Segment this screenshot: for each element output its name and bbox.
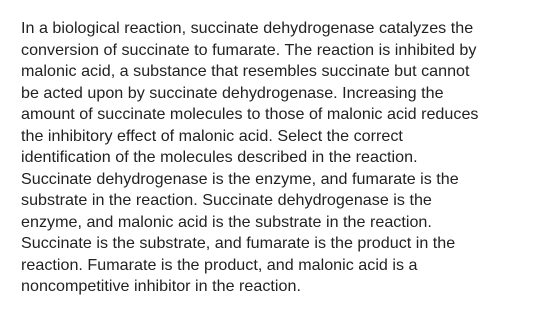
text-line: In a biological reaction, succinate dehydrogenase catalyzes the [21,19,474,37]
text-line: conversion of succinate to fumarate. The reaction is inhibited by [21,40,477,59]
text-line: malonic acid, a substance that resembles succinate but cannot [21,62,470,80]
text-line: Succinate dehydrogenase is the enzyme, and fumarate is the [21,169,459,188]
text-line: reaction. Fumarate is the product, and malonic acid is a [21,255,418,274]
text-line: amount of succinate molecules to those of malonic acid reduces [21,105,479,123]
text-line: noncompetitive inhibitor in the reaction. [21,277,301,295]
text-line: substrate in the reaction. Succinate dehydrogenase is the [21,191,432,209]
question-text-block [21,18,546,298]
text-line: enzyme, and malonic acid is the substrate in the reaction. [21,212,432,231]
text-line: identification of the molecules described in the reaction. [21,148,418,166]
text-line: be acted upon by succinate dehydrogenase. Increasing the [21,83,444,102]
text-line: Succinate is the substrate, and fumarate is the product in the [21,234,456,252]
text-line: the inhibitory effect of malonic acid. Select the correct [21,126,403,145]
